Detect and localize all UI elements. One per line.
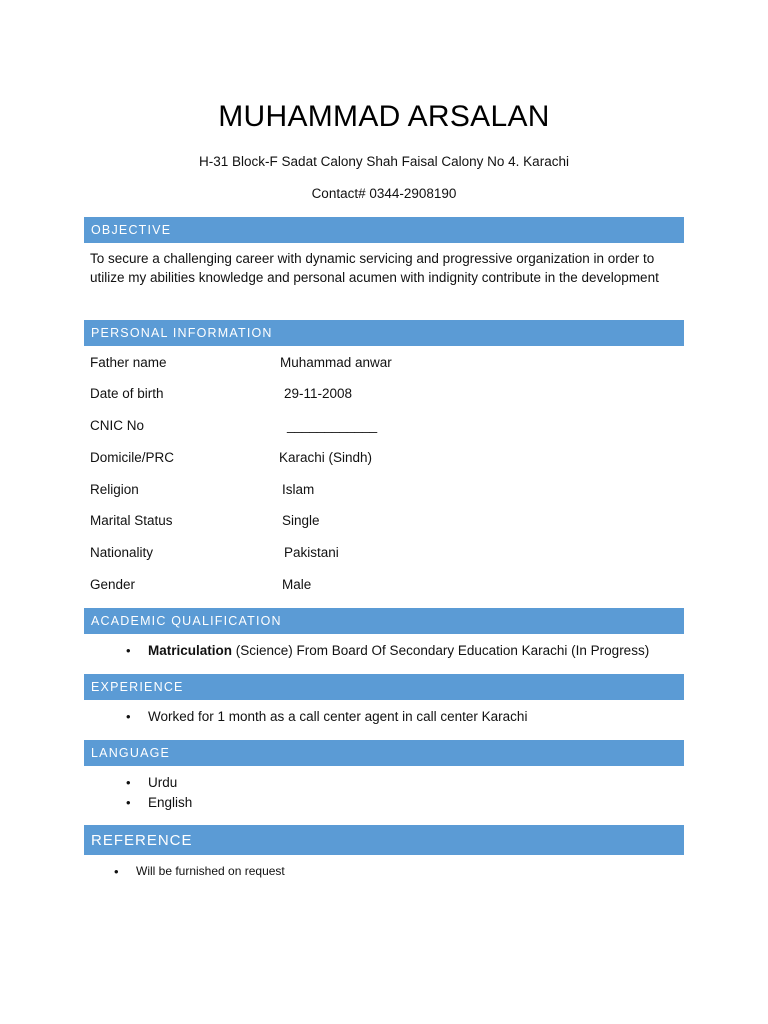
info-value: Muhammad anwar (280, 355, 392, 370)
info-label: CNIC No (90, 418, 145, 433)
info-row-religion (90, 482, 650, 502)
info-label: Nationality (90, 545, 154, 560)
info-label: Date of birth (90, 386, 164, 401)
info-label: Father name (90, 355, 167, 370)
info-row-cnic (90, 418, 650, 438)
academic-degree: Matriculation (148, 643, 233, 658)
objective-text: To secure a challenging career with dynamic servicing and progressive organization in order to utilize my abilities knowledge and personal acumen with indignity contribute in the development (90, 251, 659, 285)
reference-text: Will be furnished on request (136, 864, 285, 878)
language-text: English (148, 795, 193, 810)
info-value: Male (282, 577, 312, 592)
info-row-marital-status (90, 513, 650, 533)
info-value: Islam (282, 482, 315, 497)
info-label: Marital Status (90, 513, 173, 528)
personal-info-heading: PERSONAL INFORMATION (84, 320, 684, 346)
info-value: Pakistani (284, 545, 339, 560)
info-row-father-name (90, 355, 650, 375)
bullet-dot-icon: • (126, 795, 131, 810)
info-row-gender (90, 577, 650, 597)
language-text: Urdu (148, 775, 178, 790)
info-label: Gender (90, 577, 136, 592)
bullet-dot-icon: • (126, 775, 131, 790)
experience-text: Worked for 1 month as a call center agent in call center Karachi (148, 709, 528, 724)
info-row-domicile (90, 450, 650, 470)
objective-heading: OBJECTIVE (84, 217, 684, 243)
bullet-dot-icon: • (114, 864, 119, 879)
bullet-dot-icon: • (126, 709, 131, 724)
bullet-dot-icon: • (126, 643, 131, 658)
experience-heading: EXPERIENCE (84, 674, 684, 700)
academic-details: (Science) From Board Of Secondary Education Karachi (In Progress) (232, 643, 650, 658)
reference-heading: REFERENCE (84, 825, 684, 855)
info-row-nationality (90, 545, 650, 565)
language-heading: LANGUAGE (84, 740, 684, 766)
info-value: Single (282, 513, 320, 528)
academic-heading: ACADEMIC QUALIFICATION (84, 608, 684, 634)
info-value: ____________ (287, 418, 378, 433)
info-row-date-of-birth (90, 386, 650, 406)
candidate-address: H-31 Block-F Sadat Calony Shah Faisal Calony No 4. Karachi (199, 154, 569, 169)
info-label: Domicile/PRC (90, 450, 175, 465)
candidate-name: MUHAMMAD ARSALAN (218, 100, 550, 133)
info-value: 29-11-2008 (284, 386, 353, 401)
candidate-contact: Contact# 0344-2908190 (311, 186, 457, 201)
info-label: Religion (90, 482, 139, 497)
info-value: Karachi (Sindh) (279, 450, 373, 465)
